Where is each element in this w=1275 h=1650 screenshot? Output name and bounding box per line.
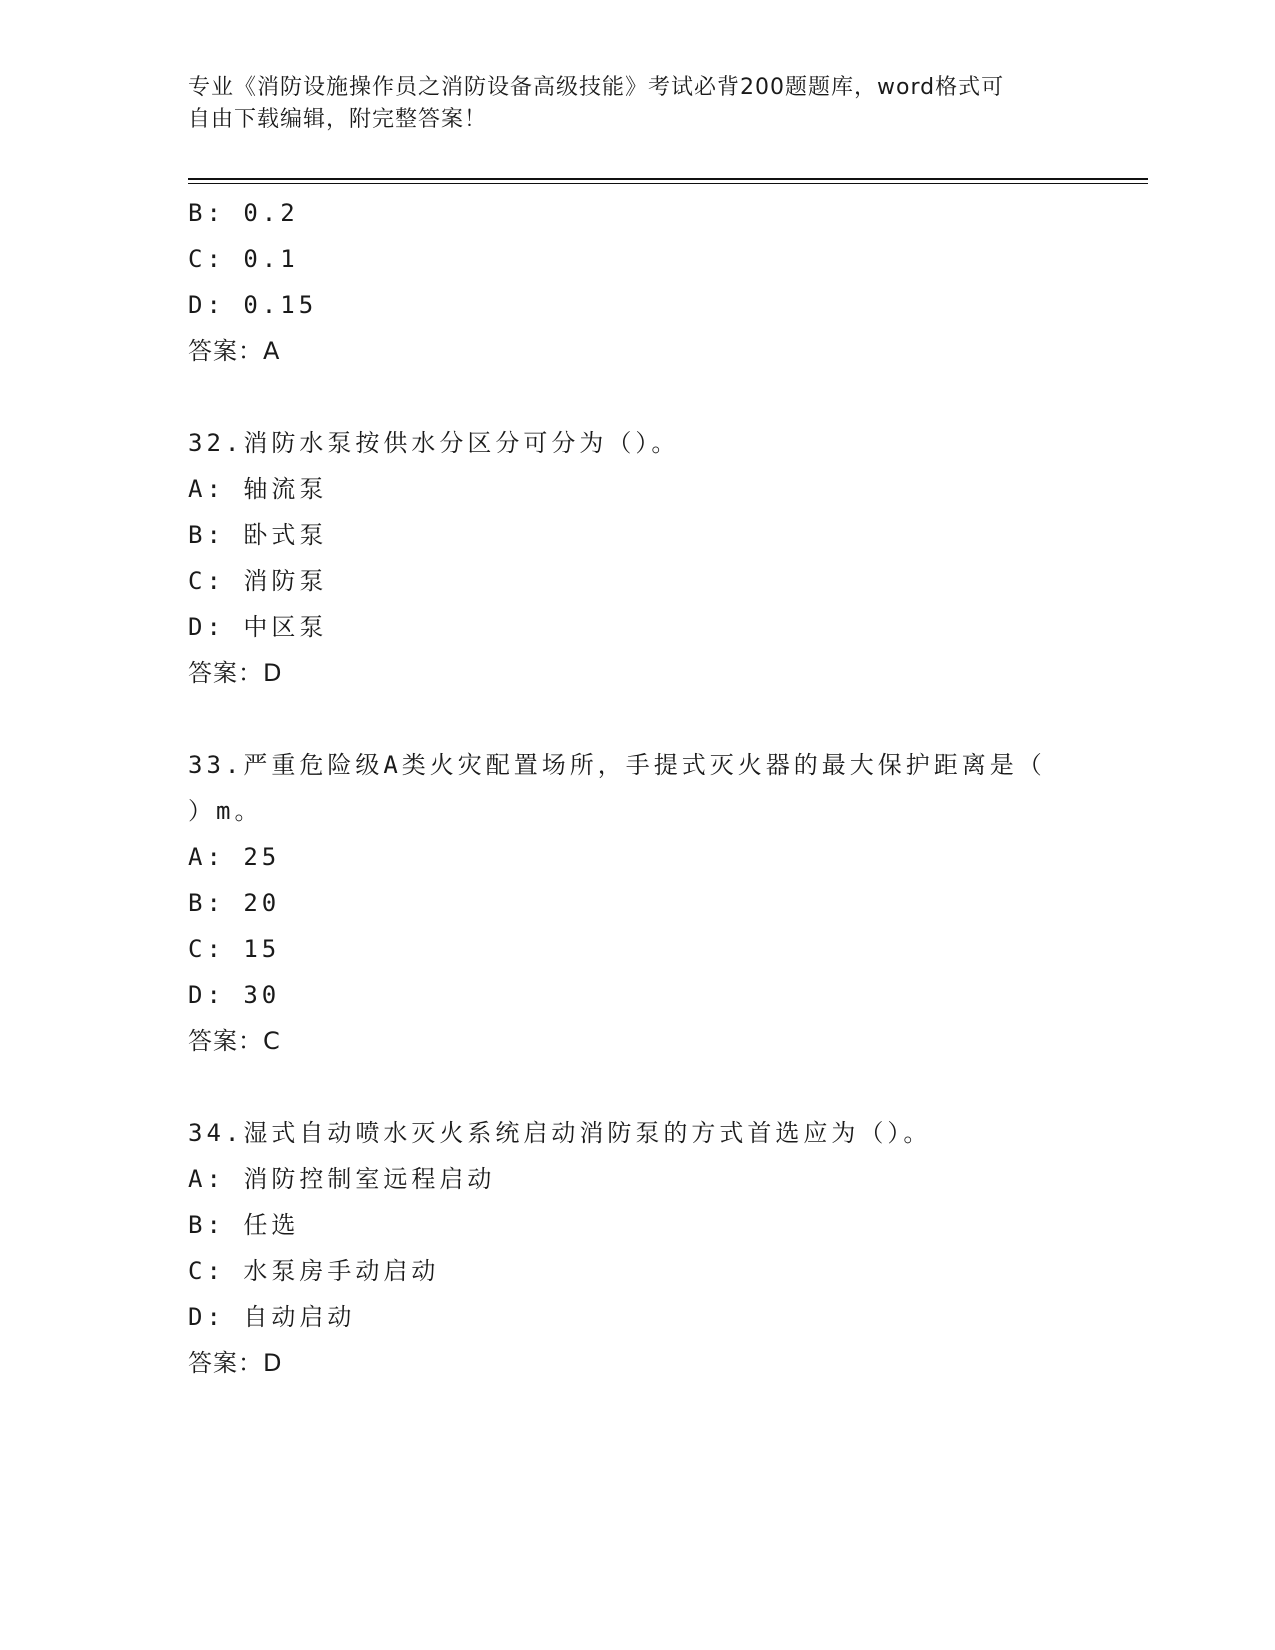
option-c: C: 水泵房手动启动 [188,1257,440,1285]
option-a: A: 轴流泵 [188,475,328,503]
header-divider-thin [188,183,1148,184]
answer: 答案：D [188,1349,283,1377]
answer: 答案：C [188,1027,281,1055]
question-31-continued [188,190,1088,374]
question-stem: 32.消防水泵按供水分区分可分为（）。 [188,429,680,457]
answer: 答案：D [188,659,283,687]
spacer [188,374,1088,420]
option-d: D: 中区泵 [188,613,328,641]
answer: 答案：A [188,337,281,365]
option-c: C: 0.1 [188,245,299,273]
question-32 [188,420,1088,696]
spacer [188,1064,1088,1110]
header-divider-thick [188,178,1148,180]
option-b: B: 20 [188,889,281,917]
question-34 [188,1110,1088,1386]
question-list [188,190,1088,1386]
option-c: C: 15 [188,935,281,963]
option-b: B: 0.2 [188,199,299,227]
question-stem-continued: ）m。 [188,797,263,825]
option-a: A: 25 [188,843,281,871]
option-d: D: 自动启动 [188,1303,356,1331]
option-a: A: 消防控制室远程启动 [188,1165,496,1193]
option-b: B: 任选 [188,1211,300,1239]
question-33 [188,742,1088,1064]
question-stem: 33.严重危险级A类火灾配置场所，手提式灭火器的最大保护距离是（ [188,751,1046,779]
spacer [188,696,1088,742]
document-header [188,72,1088,136]
question-stem: 34.湿式自动喷水灭火系统启动消防泵的方式首选应为（）。 [188,1119,932,1147]
option-d: D: 0.15 [188,291,318,319]
header-line-2: 自由下载编辑，附完整答案！ [188,107,488,132]
option-c: C: 消防泵 [188,567,328,595]
option-d: D: 30 [188,981,281,1009]
option-b: B: 卧式泵 [188,521,328,549]
header-line-1: 专业《消防设施操作员之消防设备高级技能》考试必背200题题库，word格式可 [188,75,1005,100]
